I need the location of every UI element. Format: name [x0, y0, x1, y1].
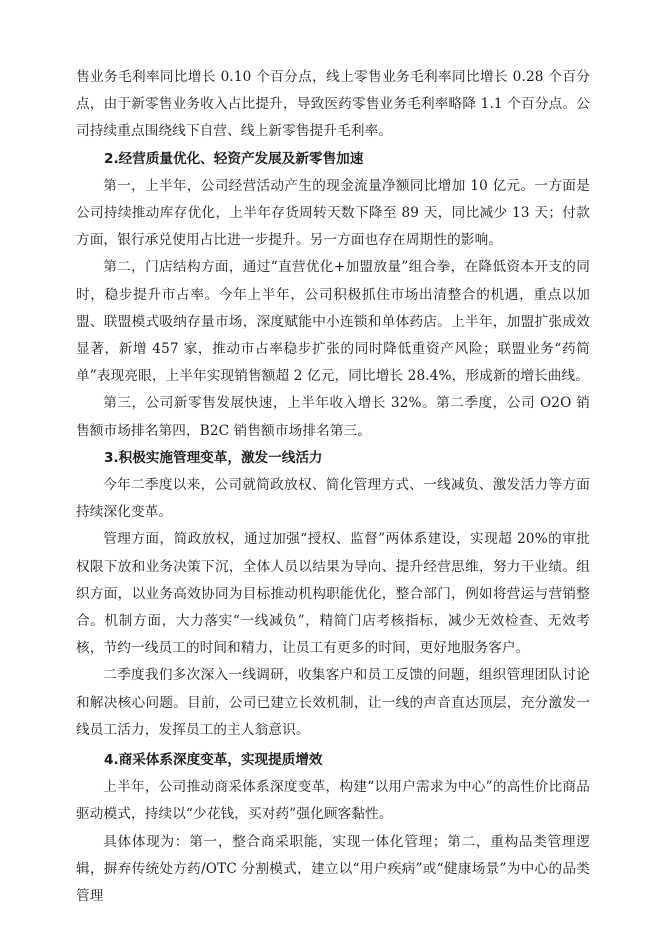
heading-operating-quality: 2.经营质量优化、轻资产发展及新零售加速 [104, 150, 364, 167]
paragraph-gross-margin: 售业务毛利率同比增长 0.10 个百分点，线上零售业务毛利率同比增长 0.28 个百分点，由于新零售业务收入占比提升，导致医药零售业务毛利率略降 1.1 个百分点。公司持续重点围绕线下自营、线上新零售提升毛利率。 [76, 69, 590, 140]
paragraph-new-retail: 第三，公司新零售发展快速，上半年收入增长 32%。第二季度，公司 O2O 销售额市场排名第四，B2C 销售额市场排名第三。 [76, 395, 590, 439]
paragraph-reform-intro: 今年二季度以来，公司就简政放权、简化管理方式、一线减负、激发活力等方面持续深化变革。 [76, 477, 590, 521]
paragraph-store-structure: 第二，门店结构方面，通过“直营优化+加盟放量”组合拳，在降低资本开支的同时，稳步提升市占率。今年上半年，公司积极抓住市场出清整合的机遇，重点以加盟、联盟模式吸纳存量市场，深度赋能中小连锁和单体药店。上半年，加盟扩张成效显著，新增 457 家，推动市占率稳步扩张的同时降低重资产风险；联盟业务“药简单”表现亮眼，上半年实现销售额超 2 亿元，同比增长 28.4%，形成新的增长曲线。 [76, 259, 590, 385]
paragraph-procurement-intro: 上半年，公司推动商采体系深度变革，构建“以用户需求为中心”的高性价比商品驱动模式，持续以“少花钱，买对药”强化顾客黏性。 [76, 779, 590, 823]
paragraph-frontline-research: 二季度我们多次深入一线调研，收集客户和员工反馈的问题，组织管理团队讨论和解决核心问题。目前，公司已建立长效机制，让一线的声音直达顶层，充分激发一线员工活力，发挥员工的主人翁意识。 [76, 667, 590, 738]
paragraph-procurement-details: 具体体现为：第一，整合商采职能，实现一体化管理；第二，重构品类管理逻辑，摒弃传统处方药/OTC 分割模式，建立以“用户疾病”或“健康场景”为中心的品类管理 [76, 833, 590, 905]
heading-management-reform: 3.积极实施管理变革，激发一线活力 [104, 449, 323, 466]
heading-procurement-reform: 4.商采体系深度变革，实现提质增效 [104, 752, 323, 769]
document-page [76, 64, 590, 910]
paragraph-cash-flow: 第一，上半年，公司经营活动产生的现金流量净额同比增加 10 亿元。一方面是公司持续推动库存优化，上半年存货周转天数下降至 89 天，同比减少 13 天；付款方面，银行承兑使用占比进一步提升。另一方面也存在周期性的影响。 [76, 177, 590, 249]
paragraph-management-details: 管理方面，简政放权，通过加强“授权、监督”两体系建设，实现超 20%的审批权限下放和业务决策下沉，全体人员以结果为导向、提升经营思维，努力干业绩。组织方面，以业务高效协同为目标推动机构职能优化，整合部门，例如将营运与营销整合。机制方面，大力落实“一线减负”，精简门店考核指标，减少无效检查、无效考核，节约一线员工的时间和精力，让员工有更多的时间，更好地服务客户。 [76, 531, 590, 657]
